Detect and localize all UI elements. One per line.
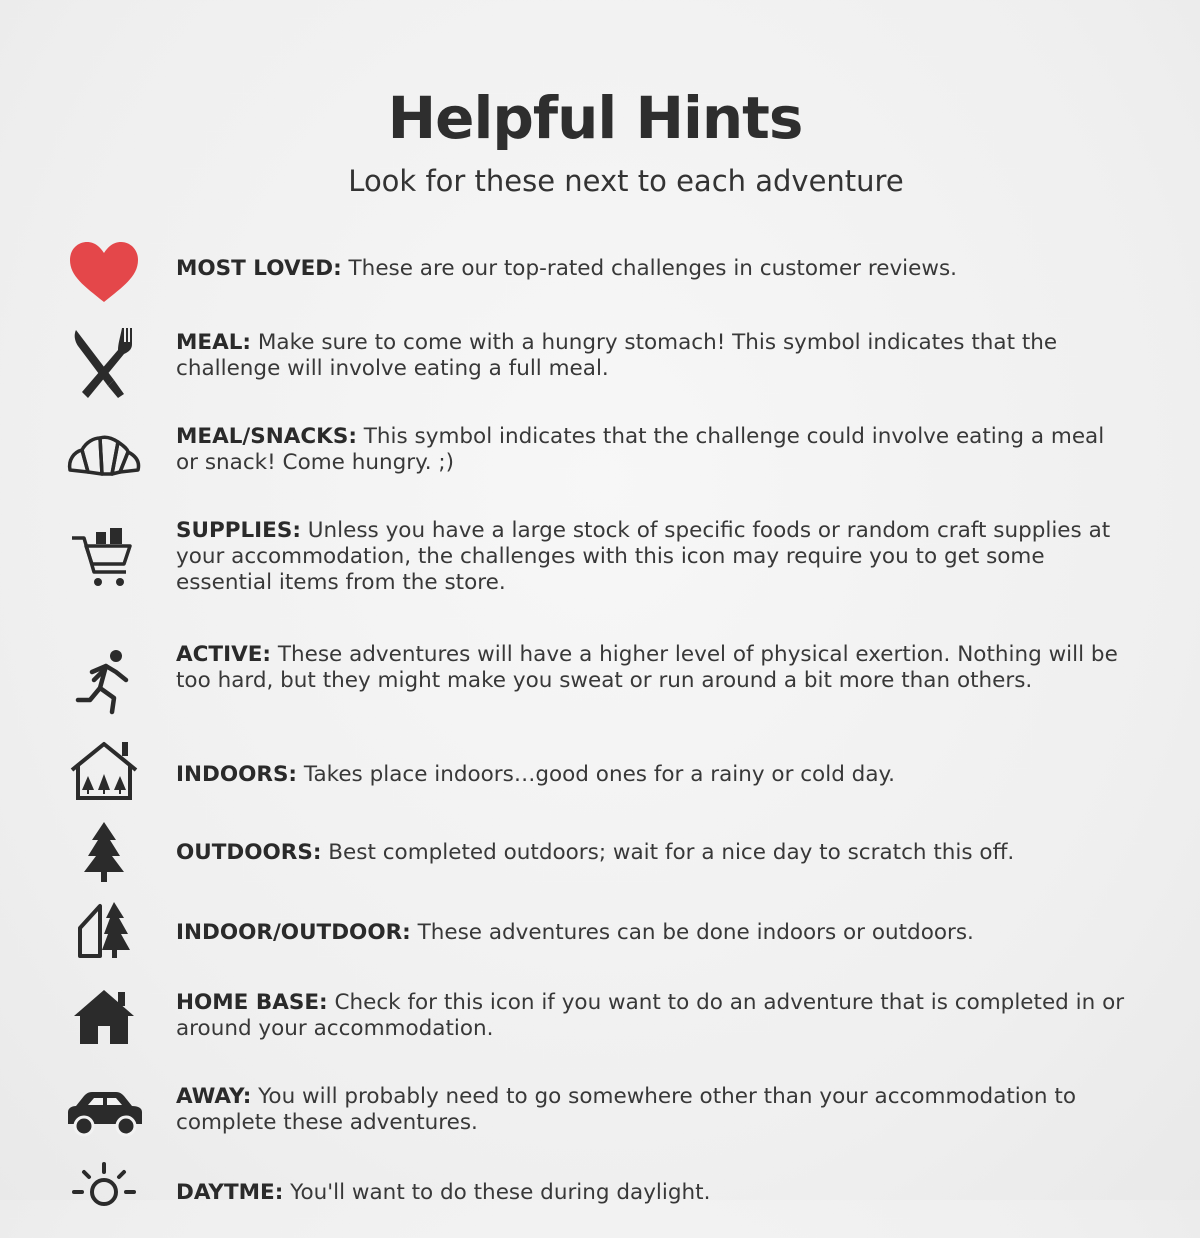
hint-label: MEAL: — [176, 330, 252, 355]
hint-description: You'll want to do these during daylight. — [283, 1180, 711, 1205]
hint-label: INDOOR/OUTDOOR: — [176, 920, 411, 945]
hint-label: SUPPLIES: — [176, 518, 301, 543]
hint-description: These adventures can be done indoors or outdoors. — [410, 920, 974, 945]
heart-icon — [64, 236, 144, 316]
hint-description: You will probably need to go somewhere other than your accommodation to complete these adventures. — [176, 1084, 1076, 1135]
hint-label: MOST LOVED: — [176, 256, 342, 281]
hint-label: ACTIVE: — [176, 642, 272, 667]
hint-label: HOME BASE: — [176, 990, 328, 1015]
hint-description: These adventures will have a higher level of physical exertion. Nothing will be too hard, but they might make you sweat or run around a bit more than others. — [176, 642, 1118, 693]
hint-label: OUTDOORS: — [176, 840, 322, 865]
hint-description: These are our top-rated challenges in customer reviews. — [341, 256, 957, 281]
house-with-trees-icon — [64, 736, 144, 816]
hint-description: Check for this icon if you want to do an adventure that is completed in or around your accommodation. — [176, 990, 1125, 1041]
pine-tree-icon — [64, 818, 144, 898]
hint-label: INDOORS: — [176, 762, 298, 787]
shopping-cart-icon — [64, 520, 144, 600]
hint-description: Takes place indoors…good ones for a rainy or cold day. — [297, 762, 895, 787]
house-and-tree-icon — [64, 896, 144, 976]
running-person-icon — [64, 642, 144, 722]
croissant-icon — [64, 414, 144, 494]
hint-description: Unless you have a large stock of specific foods or random craft supplies at your accommodation, the challenges with this icon may require you to get some essential items from the store. — [176, 518, 1111, 595]
home-icon — [64, 980, 144, 1060]
hint-description: This symbol indicates that the challenge could involve eating a meal or snack! Come hungry. ;) — [176, 424, 1105, 475]
hint-label: AWAY: — [176, 1084, 252, 1109]
page-subtitle: Look for these next to each adventure — [348, 164, 904, 198]
hint-label: MEAL/SNACKS: — [176, 424, 357, 449]
page-title: Helpful Hints — [387, 84, 803, 152]
knife-fork-icon — [64, 324, 144, 404]
hint-description: Make sure to come with a hungry stomach! This symbol indicates that the challenge will involve eating a full meal. — [176, 330, 1058, 381]
car-icon — [64, 1074, 144, 1154]
hint-label: DAYTME: — [176, 1180, 284, 1205]
sun-icon — [64, 1158, 144, 1238]
hint-description: Best completed outdoors; wait for a nice day to scratch this off. — [321, 840, 1015, 865]
